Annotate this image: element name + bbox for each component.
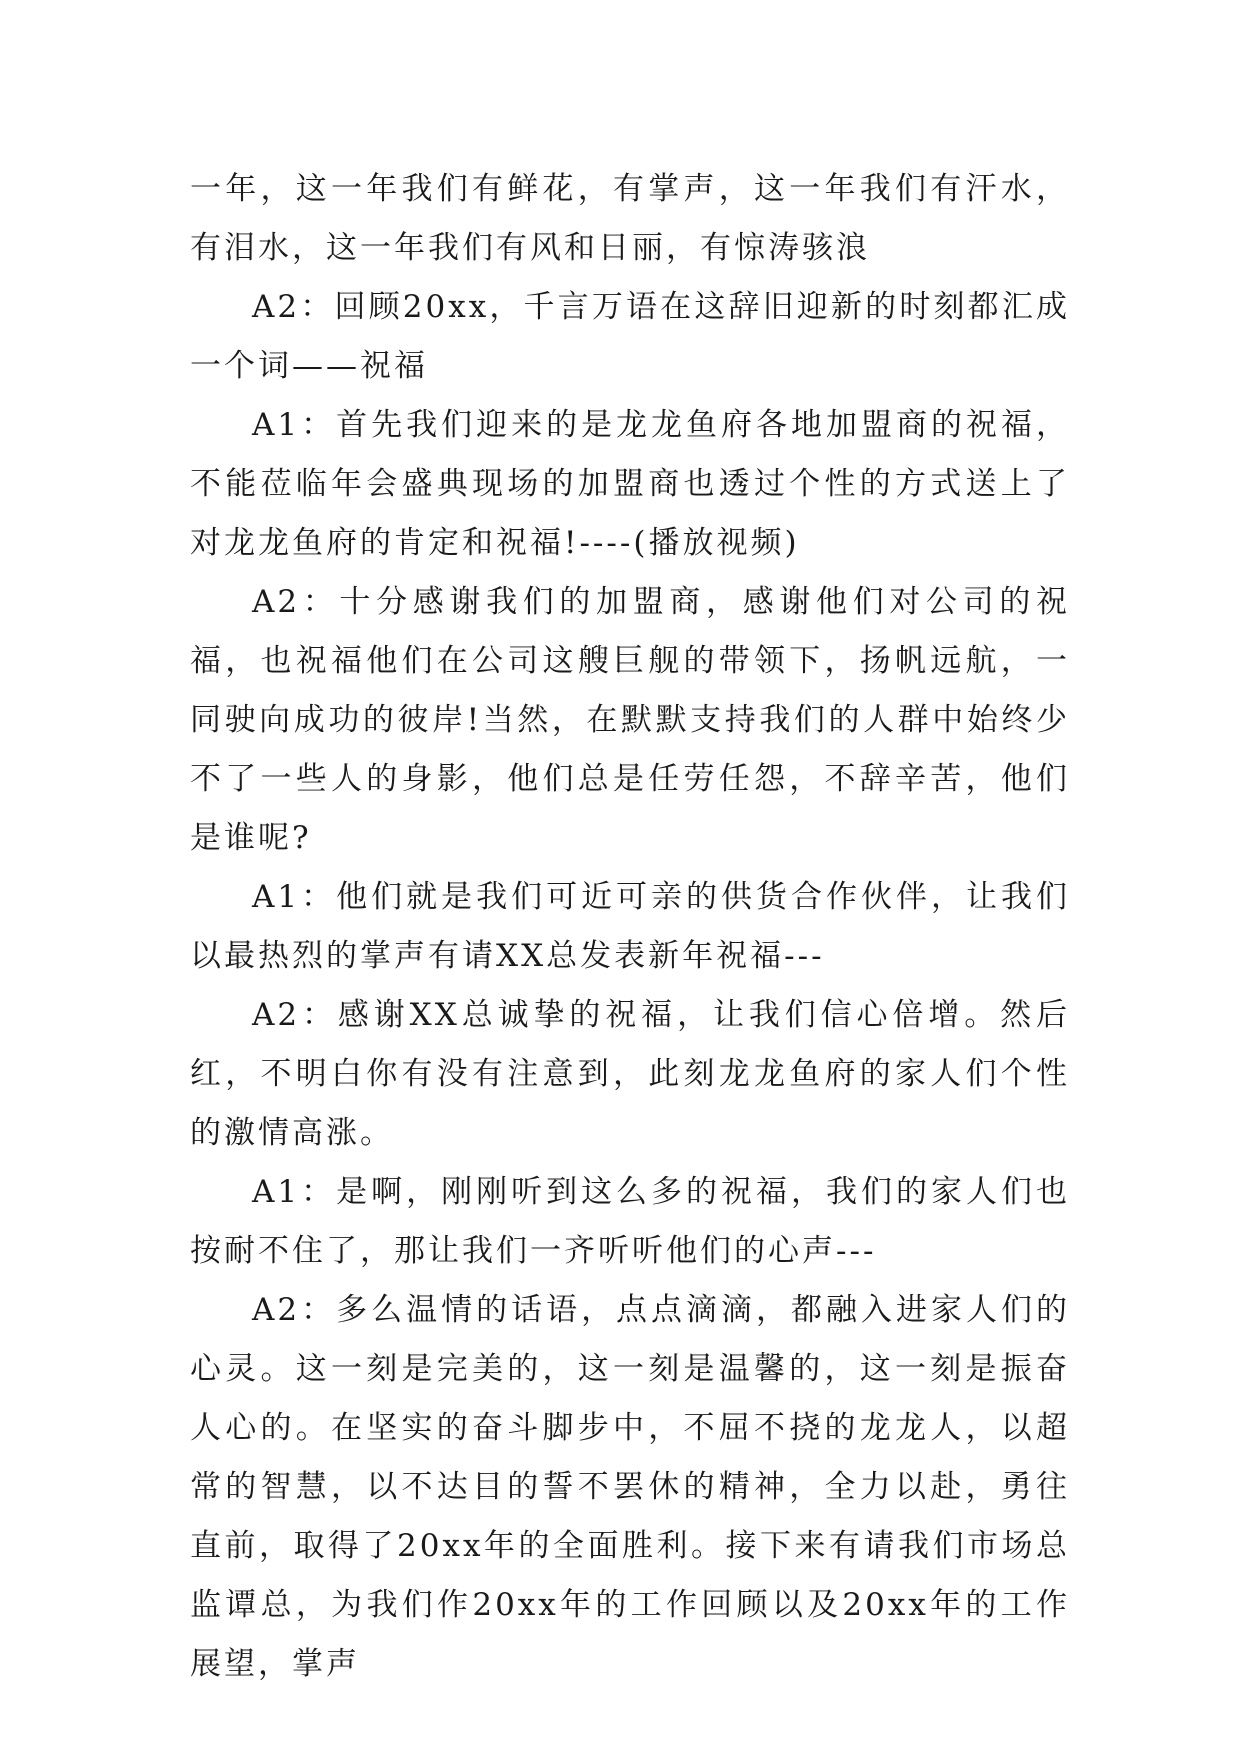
- paragraph: A2：感谢XX总诚挚的祝福，让我们信心倍增。然后红，不明白你有没有注意到，此刻龙龙鱼府的家人们个性的激情高涨。: [190, 997, 1070, 1151]
- paragraph: A1：他们就是我们可近可亲的供货合作伙伴，让我们以最热烈的掌声有请XX总发表新年祝福---: [190, 879, 1070, 974]
- paragraph: A1：是啊，刚刚听到这么多的祝福，我们的家人们也按耐不住了，那让我们一齐听听他们的心声---: [190, 1174, 1070, 1269]
- paragraph: 一年，这一年我们有鲜花，有掌声，这一年我们有汗水，有泪水，这一年我们有风和日丽，有惊涛骇浪: [190, 171, 1070, 266]
- document-body: [190, 160, 1070, 1694]
- paragraph: A2：回顾20xx，千言万语在这辞旧迎新的时刻都汇成一个词——祝福: [190, 289, 1070, 384]
- paragraph: A2：十分感谢我们的加盟商，感谢他们对公司的祝福，也祝福他们在公司这艘巨舰的带领下，扬帆远航，一同驶向成功的彼岸!当然，在默默支持我们的人群中始终少不了一些人的身影，他们总是任劳任怨，不辞辛苦，他们是谁呢?: [190, 584, 1070, 856]
- paragraph: A2：多么温情的话语，点点滴滴，都融入进家人们的心灵。这一刻是完美的，这一刻是温馨的，这一刻是振奋人心的。在坚实的奋斗脚步中，不屈不挠的龙龙人，以超常的智慧，以不达目的誓不罢休的精神，全力以赴，勇往直前，取得了20xx年的全面胜利。接下来有请我们市场总监谭总，为我们作20xx年的工作回顾以及20xx年的工作展望，掌声: [190, 1292, 1070, 1682]
- paragraph: A1：首先我们迎来的是龙龙鱼府各地加盟商的祝福，不能莅临年会盛典现场的加盟商也透过个性的方式送上了对龙龙鱼府的肯定和祝福!----(播放视频): [190, 407, 1070, 561]
